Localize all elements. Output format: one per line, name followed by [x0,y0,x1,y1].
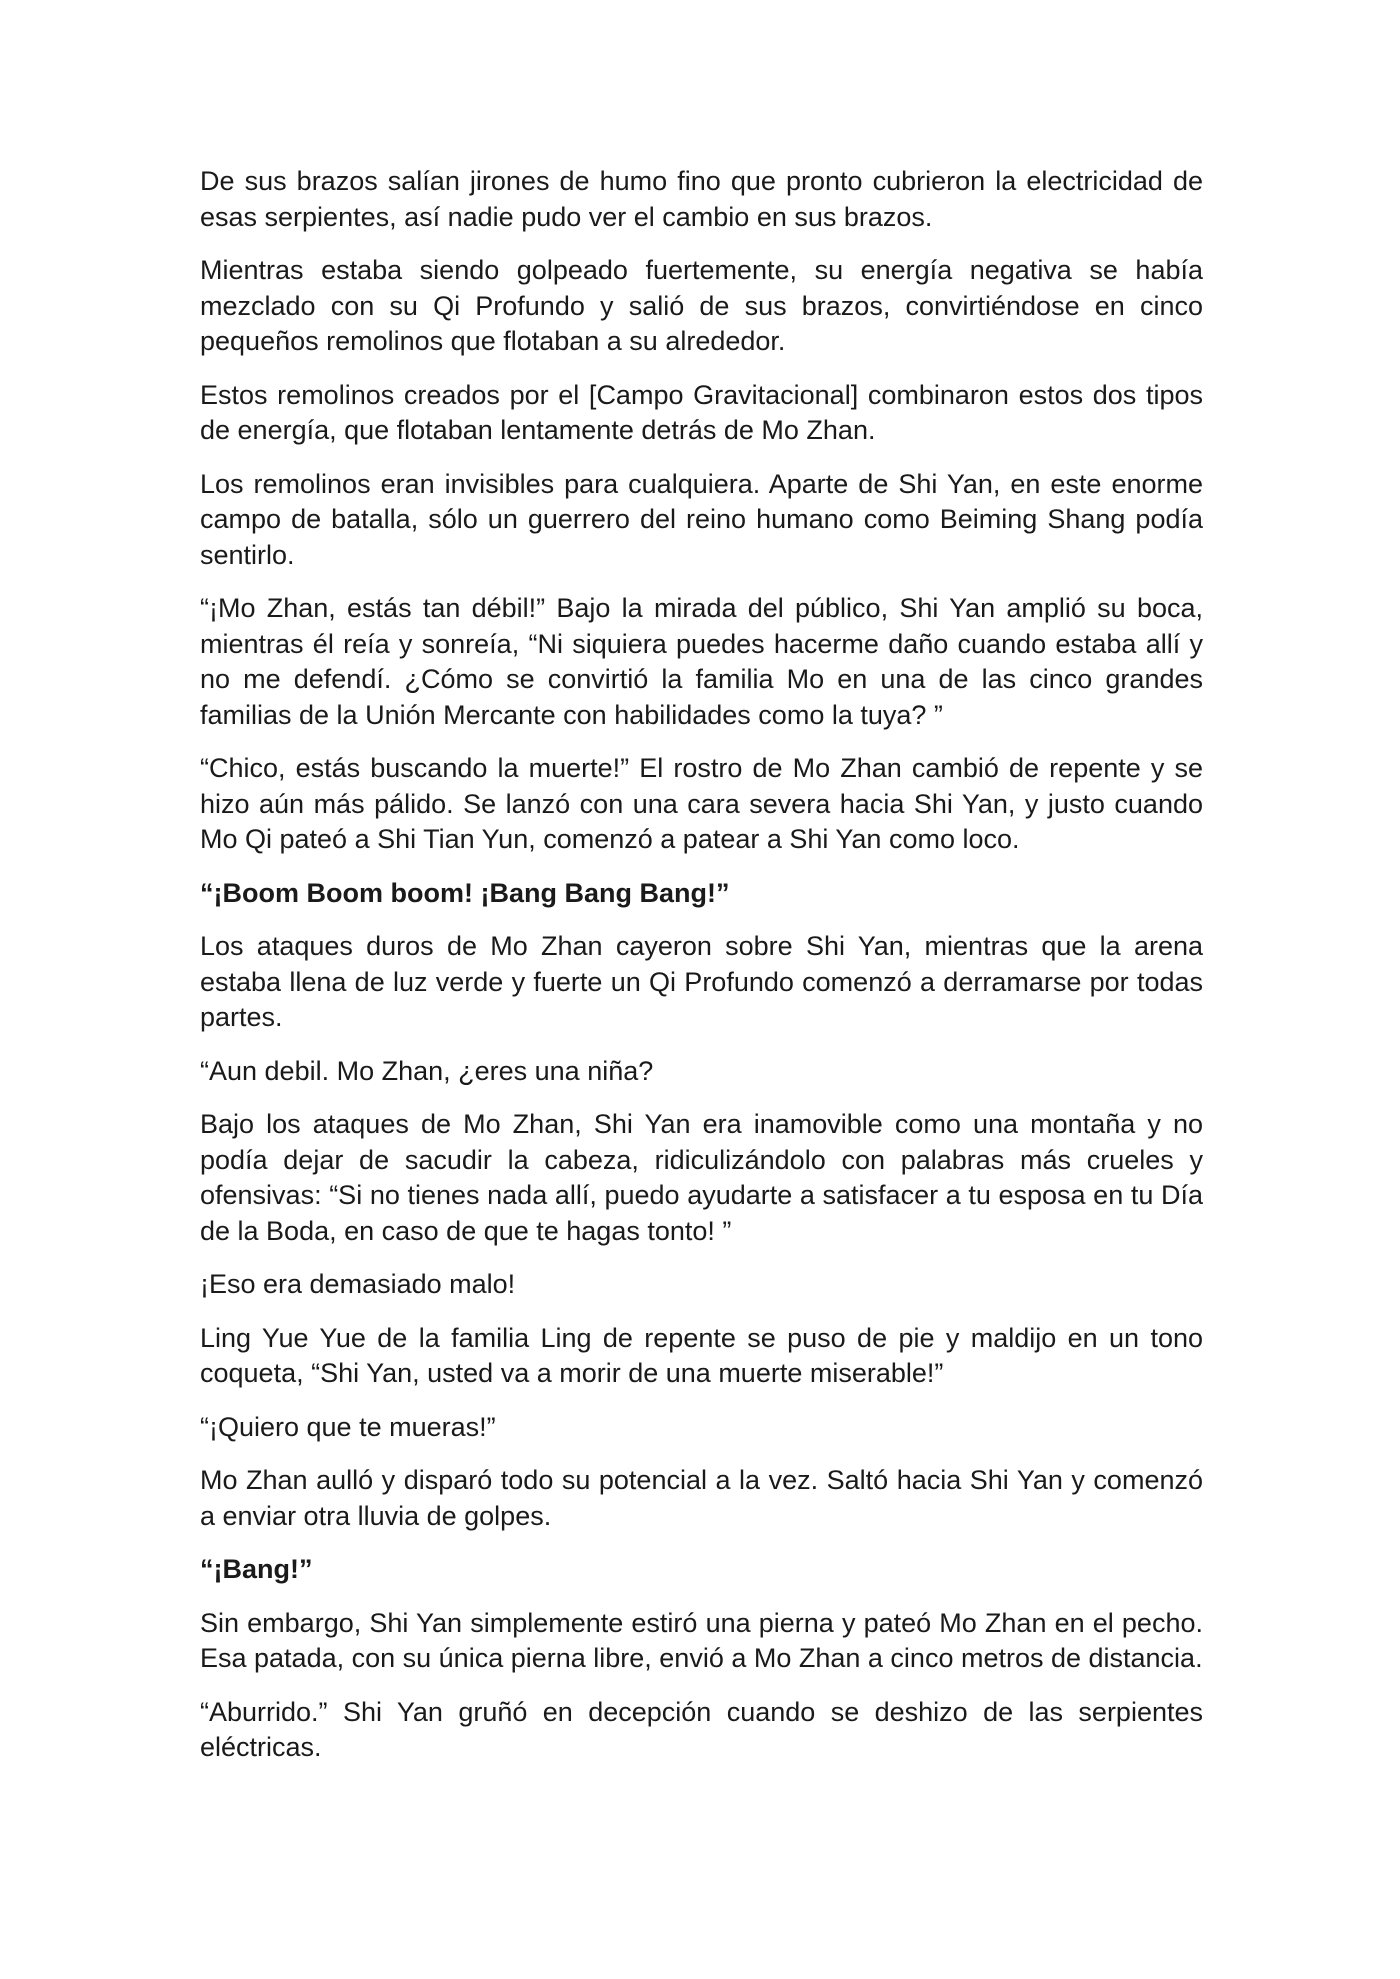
paragraph: Mo Zhan aulló y disparó todo su potencial a la vez. Saltó hacia Shi Yan y comenzó a enviar otra lluvia de golpes. [200,1465,1203,1531]
bold-sound-effect-line: “¡Boom Boom boom! ¡Bang Bang Bang!” [200,877,730,908]
paragraph: “¡Quiero que te mueras!” [200,1411,496,1442]
document-body [200,164,1203,1784]
paragraph: ¡Eso era demasiado malo! [200,1269,516,1299]
paragraph: Sin embargo, Shi Yan simplemente estiró una pierna y pateó Mo Zhan en el pecho. Esa patada, con su única pierna libre, envió a Mo Zhan a cinco metros de distancia. [200,1607,1203,1673]
paragraph: Ling Yue Yue de la familia Ling de repente se puso de pie y maldijo en un tono coqueta, “Shi Yan, usted va a morir de una muerte miserable!” [200,1322,1203,1388]
paragraph: Bajo los ataques de Mo Zhan, Shi Yan era inamovible como una montaña y no podía dejar de sacudir la cabeza, ridiculizándolo con palabras más crueles y ofensivas: “Si no tienes nada allí, puedo ayudarte a satisfacer a tu esposa en tu Día de la Boda, en caso de que te hagas tonto! ” [200,1109,1203,1246]
paragraph: Estos remolinos creados por el [Campo Gravitacional] combinaron estos dos tipos de energía, que flotaban lentamente detrás de Mo Zhan. [200,379,1203,445]
paragraph: De sus brazos salían jirones de humo fino que pronto cubrieron la electricidad de esas serpientes, así nadie pudo ver el cambio en sus brazos. [200,166,1203,232]
paragraph: Mientras estaba siendo golpeado fuertemente, su energía negativa se había mezclado con su Qi Profundo y salió de sus brazos, convirtiéndose en cinco pequeños remolinos que flotaban a su alrededor. [200,255,1203,356]
paragraph: “¡Mo Zhan, estás tan débil!” Bajo la mirada del público, Shi Yan amplió su boca, mientras él reía y sonreía, “Ni siquiera puedes hacerme daño cuando estaba allí y no me defendí. ¿Cómo se convirtió la familia Mo en una de las cinco grandes familias de la Unión Mercante con habilidades como la tuya? ” [200,593,1203,730]
paragraph: Los ataques duros de Mo Zhan cayeron sobre Shi Yan, mientras que la arena estaba llena de luz verde y fuerte un Qi Profundo comenzó a derramarse por todas partes. [200,931,1203,1032]
paragraph: “Aburrido.” Shi Yan gruñó en decepción cuando se deshizo de las serpientes eléctricas. [200,1696,1203,1762]
bold-sound-effect-line: “¡Bang!” [200,1554,313,1584]
paragraph: Los remolinos eran invisibles para cualquiera. Aparte de Shi Yan, en este enorme campo de batalla, sólo un guerrero del reino humano como Beiming Shang podía sentirlo. [200,468,1203,570]
paragraph: “Chico, estás buscando la muerte!” El rostro de Mo Zhan cambió de repente y se hizo aún más pálido. Se lanzó con una cara severa hacia Shi Yan, y justo cuando Mo Qi pateó a Shi Tian Yun, comenzó a patear a Shi Yan como loco. [200,753,1203,854]
paragraph: “Aun debil. Mo Zhan, ¿eres una niña? [200,1055,654,1086]
